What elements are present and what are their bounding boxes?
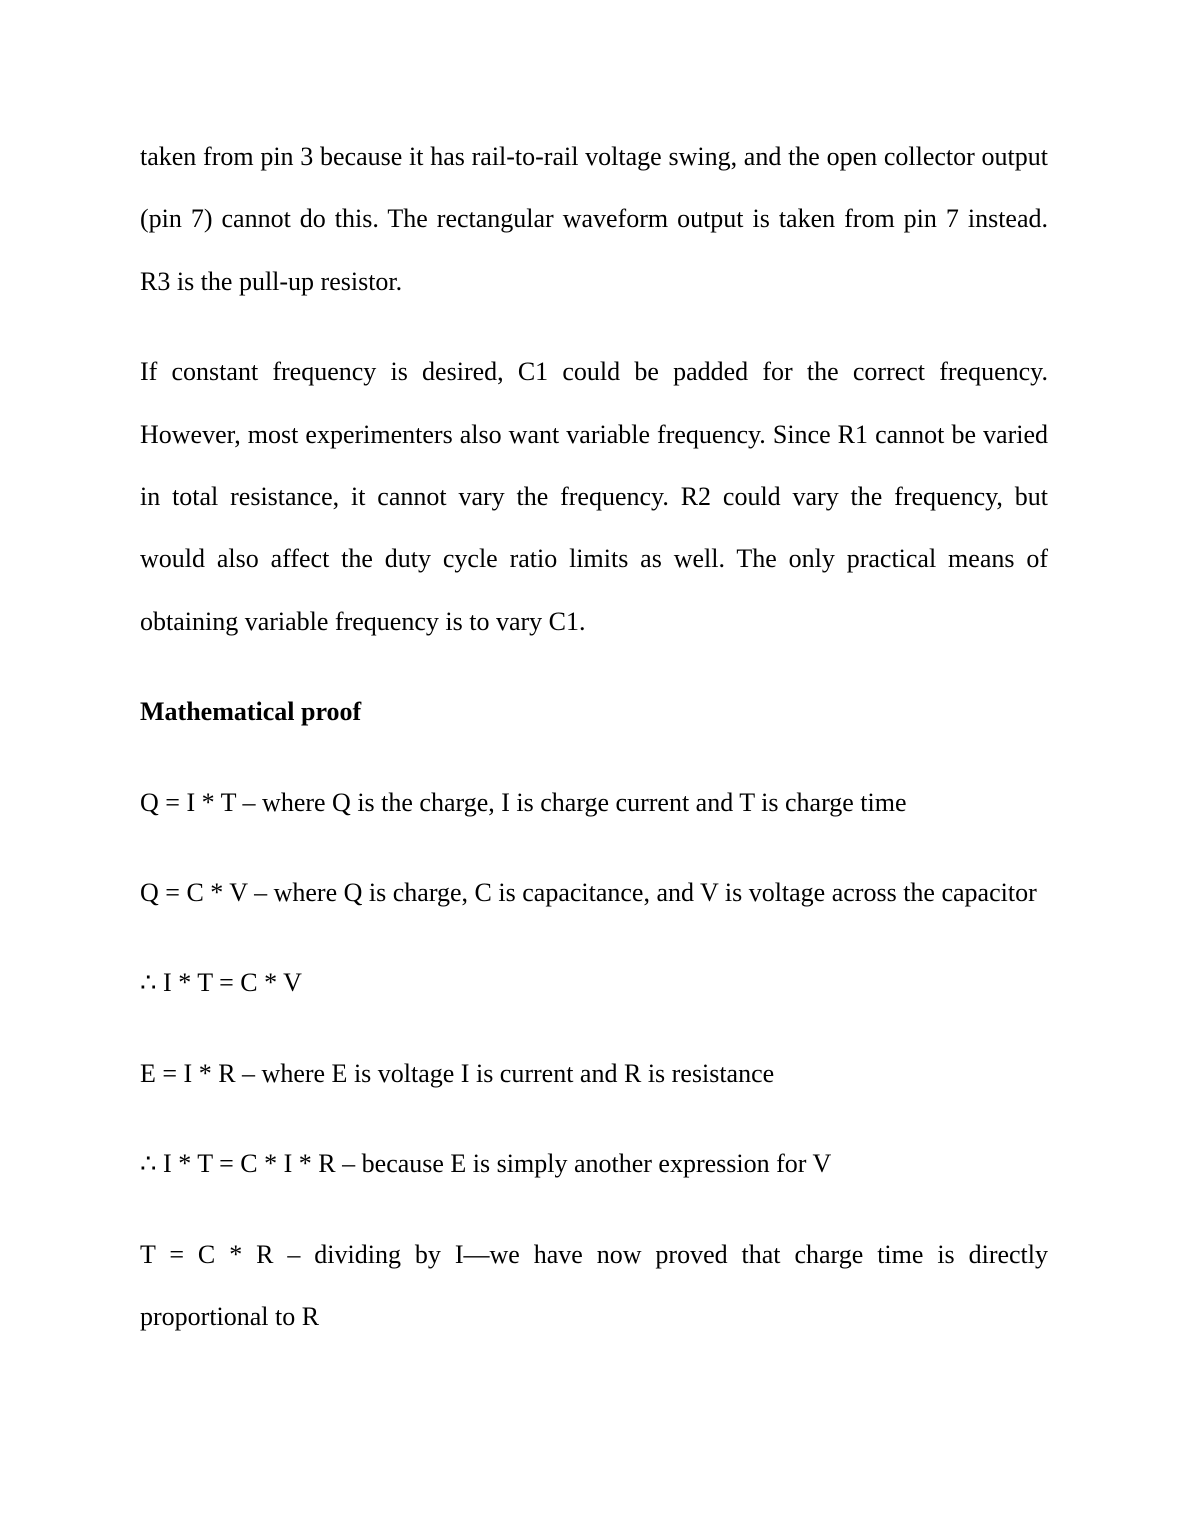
paragraph-output-pins: taken from pin 3 because it has rail-to-rail voltage swing, and the open collector output (pin 7) cannot do this. The rectangular waveform output is taken from pin 7 instead. R3 is the pull-up resistor. xyxy=(140,142,1048,296)
page-content xyxy=(140,126,1048,1349)
equation-charge-current-time: Q = I * T – where Q is the charge, I is charge current and T is charge time xyxy=(140,787,907,817)
section-heading-mathematical-proof: Mathematical proof xyxy=(140,697,362,727)
equation-therefore-it-cv: ∴ I * T = C * V xyxy=(140,968,302,998)
equation-t-equals-cr: T = C * R – dividing by I—we have now proved that charge time is directly proportional to R xyxy=(140,1239,1048,1332)
paragraph-variable-frequency: If constant frequency is desired, C1 could be padded for the correct frequency. However, most experimenters also want variable frequency. Since R1 cannot be varied in total resistance, it cannot vary the frequency. R2 could vary the frequency, but would also affect the duty cycle ratio limits as well. The only practical means of obtaining variable frequency is to vary C1. xyxy=(140,357,1048,636)
equation-charge-capacitance-voltage: Q = C * V – where Q is charge, C is capacitance, and V is voltage across the capacitor xyxy=(140,878,1037,908)
equation-therefore-it-cir: ∴ I * T = C * I * R – because E is simply another expression for V xyxy=(140,1149,832,1179)
equation-ohms-law: E = I * R – where E is voltage I is current and R is resistance xyxy=(140,1058,775,1088)
